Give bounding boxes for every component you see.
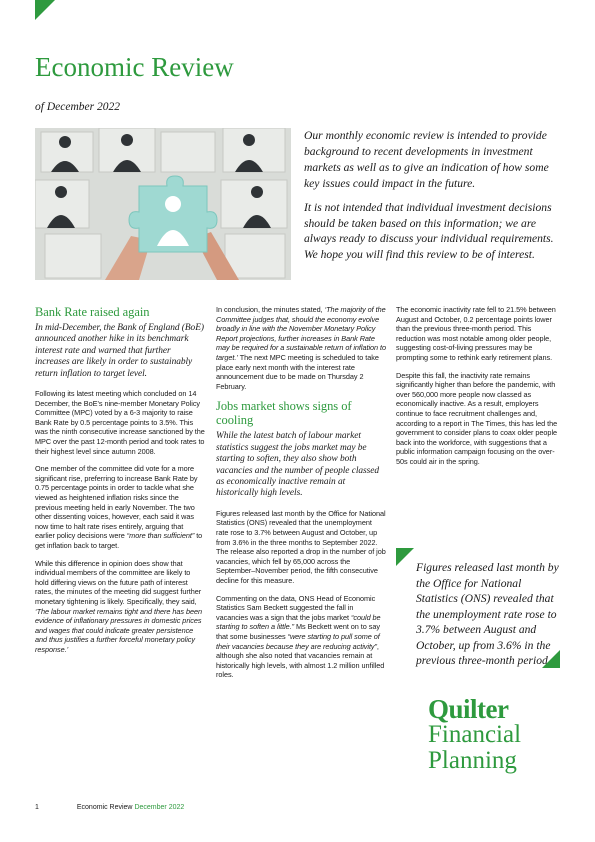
intro-text [304, 128, 566, 271]
logo-line: Quilter [428, 694, 509, 724]
body-paragraph: One member of the committee did vote for a more significant rise, preferring to increase Bank Rate by 0.75 percentage points in order to tackle what she viewed as heightened inflation risks since the previous meeting held in early November. The two other dissenting voices, however, each said it was now time to halt rate rises entirely, arguing that earlier policy decisions were “more than sufficient” to get inflation back to target. [35, 464, 203, 550]
quote-accent-triangle-top [396, 548, 414, 566]
logo-line: Financial [428, 721, 522, 748]
footer-doc-title: Economic Review [76, 804, 133, 811]
body-paragraph: While this difference in opinion does show that individual members of the committee are likely to hold differing views on the future path of interest rates, the minutes of the meeting did suggest further monetary tightening is likely. Specifically, they said, ‘The labour market remains tight and there has been evidence of inflationary pressures in domestic prices and wages that could indicate greater persistence and thus justifies a further forceful monetary policy response.’ [35, 558, 202, 654]
section-lead: In mid-December, the Bank of England (BoE) announced another hike in its benchmark interest rate and warned that further increases are likely in order to sustainably return inflation to target level. [35, 323, 204, 379]
hero-image-puzzle [35, 128, 291, 280]
body-paragraph: Figures released last month by the Office for National Statistics (ONS) revealed that the unemployment rate rose to 3.7% between August and October, up from 3.6% in the three months to September 2022. The release also reported a drop in the number of job vacancies, which fell by 65,000 across the September–November period, the fifth consecutive decline for this measure. [216, 508, 386, 585]
intro-paragraph: Our monthly economic review is intended to provide background to recent developments in investment markets as well as to give an indication of how some key issues could impact in the future. [304, 129, 549, 190]
intro-paragraph: It is not intended that individual investment decisions should be taken based on this information; we are always ready to discuss your individual requirements. We hope you will find this review to be of interest. [304, 200, 554, 262]
page-subtitle: of December 2022 [35, 101, 120, 113]
column-2 [216, 305, 386, 688]
section-heading-jobs-market: Jobs market shows signs of cooling [216, 399, 352, 428]
quilter-logo [428, 696, 521, 774]
column-3 [396, 305, 560, 475]
section-heading-bank-rate: Bank Rate raised again [35, 305, 150, 319]
logo-line: Planning [428, 747, 517, 774]
page-footer [35, 804, 184, 811]
corner-accent-triangle [35, 0, 55, 20]
footer-date: December 2022 [134, 804, 185, 811]
body-paragraph: Following its latest meeting which concluded on 14 December, the BoE’s nine-member Monetary Policy Committee (MPC) voted by a 6-3 majority to raise Bank Rate by 0.5 percentage points to 3.5%. This was the ninth consecutive increase sanctioned by the MPC over the past 12-month period and took rates to their highest level since autumn 2008. [35, 389, 205, 456]
section-lead: While the latest batch of labour market statistics suggest the jobs market may be starting to soften, they also show both vacancies and the number of people classed as economically inactive remain at historically high levels. [216, 431, 379, 499]
page-number: 1 [35, 804, 39, 811]
pull-quote: Figures released last month by the Office for National Statistics (ONS) revealed that the unemployment rate rose to 3.7% between August and October, up from 3.6% in the previous three-month period. [416, 561, 559, 667]
column-1 [35, 305, 205, 662]
body-paragraph: In conclusion, the minutes stated, ‘The majority of the Committee judges that, should the economy evolve broadly in line with the November Monetary Policy Report projections, further increases in Bank Rate may be required for a sustainable return of inflation to target.’ The next MPC meeting is scheduled to take place early next month with the interest rate announcement due to be made on Thursday 2 February. [216, 305, 386, 391]
quote-accent-triangle-bottom [542, 650, 560, 668]
body-paragraph: Despite this fall, the inactivity rate remains significantly higher than before the pandemic, with over 560,000 more people now classed as economically inactive. As a result, employers continue to face recruitment challenges and, according to a report in The Times, this has led the government to consider plans to coax older people back into the workforce, with suggestions that a public information campaign focusing on the over-50s could air in the spring. [396, 370, 558, 466]
body-paragraph: The economic inactivity rate fell to 21.5% between August and October, 0.2 percentage points lower than the previous three-month period. This reduction was most notable among older people, suggesting cost-of-living pressures may be prompting some to rethink early retirement plans. [396, 305, 556, 362]
page-title: Economic Review [35, 52, 234, 82]
body-paragraph: Commenting on the data, ONS Head of Economic Statistics Sam Beckett suggested the fall in vacancies was a sign that the jobs market “could be starting to soften a little.” Ms Beckett went on to say that some businesses “were starting to pull some of their vacancies because they are reducing activity”, although she also noted that vacancies remain at historically high levels, with almost 1.2 million unfilled roles. [216, 593, 385, 680]
